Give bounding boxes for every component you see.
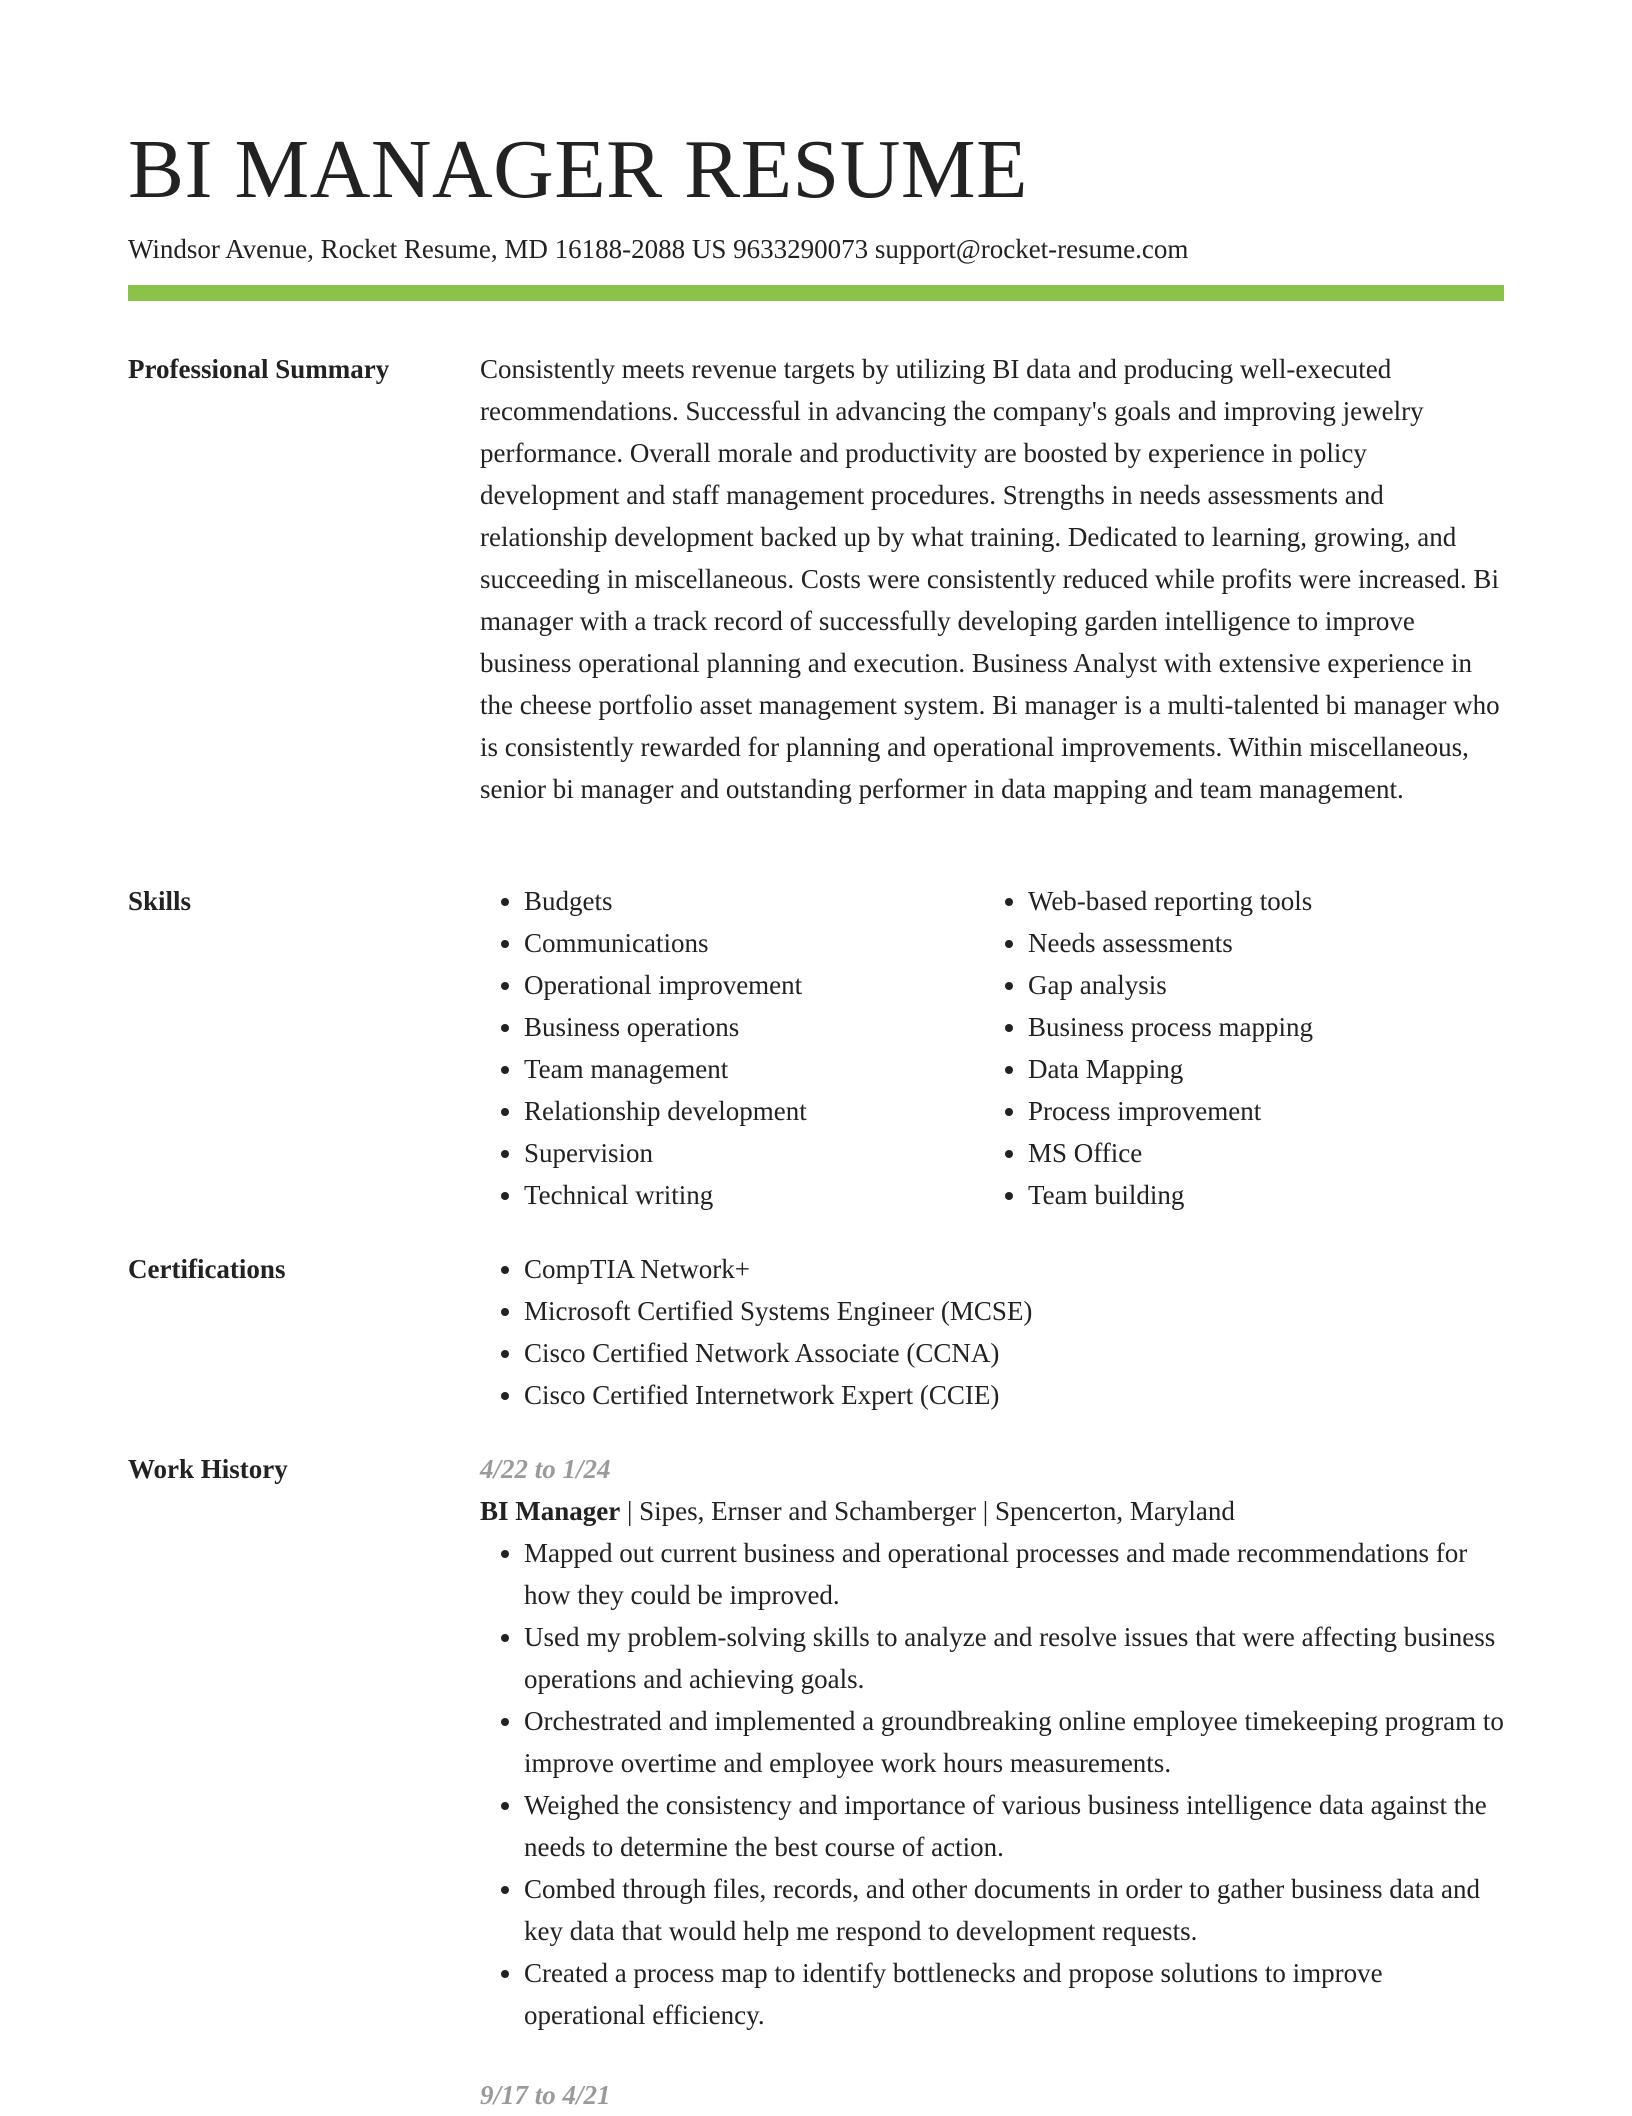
skill-item: • Business operations: [524, 1006, 984, 1048]
job-heading: [480, 1490, 1504, 1532]
skill-item: • Data Mapping: [1028, 1048, 1488, 1090]
job-bullet: • Combed through files, records, and other documents in order to gather business data and key data that would help me respond to development requests.: [524, 1868, 1504, 1952]
skill-item: • Needs assessments: [1028, 922, 1488, 964]
contact-info: Windsor Avenue, Rocket Resume, MD 16188-2088 US 9633290073 support@rocket-resume.com: [128, 234, 1189, 264]
certifications-body: [480, 1248, 1504, 1416]
job-dates: 4/22 to 1/24: [480, 1454, 611, 1484]
accent-divider: [128, 285, 1504, 301]
job-entry: [480, 2074, 1504, 2116]
job-entry: [480, 1448, 1504, 2036]
skill-item: • Web-based reporting tools: [1028, 880, 1488, 922]
certification-item: • CompTIA Network+: [524, 1248, 1504, 1290]
skill-item: • Communications: [524, 922, 984, 964]
skill-item: • Team building: [1028, 1174, 1488, 1216]
skills-body: [480, 880, 1504, 1216]
job-details: | Sipes, Ernser and Schamberger | Spencerton, Maryland: [620, 1496, 1235, 1526]
skill-item: • Process improvement: [1028, 1090, 1488, 1132]
skill-item: • Operational improvement: [524, 964, 984, 1006]
job-bullet: • Orchestrated and implemented a groundbreaking online employee timekeeping program to improve overtime and employee work hours measurements.: [524, 1700, 1504, 1784]
job-bullet: • Used my problem-solving skills to analyze and resolve issues that were affecting business operations and achieving goals.: [524, 1616, 1504, 1700]
summary-heading: Professional Summary: [128, 354, 390, 384]
job-bullet: • Mapped out current business and operational processes and made recommendations for how they could be improved.: [524, 1532, 1504, 1616]
job-dates: 9/17 to 4/21: [480, 2080, 611, 2110]
summary-body: [480, 348, 1504, 810]
skills-column-2: [984, 880, 1488, 1216]
work-history-heading: Work History: [128, 1454, 288, 1484]
certifications-heading: Certifications: [128, 1254, 286, 1284]
skill-item: • Budgets: [524, 880, 984, 922]
resume-title: BI MANAGER RESUME: [128, 123, 1028, 216]
skill-item: • Gap analysis: [1028, 964, 1488, 1006]
job-bullet: • Weighed the consistency and importance of various business intelligence data against the needs to determine the best course of action.: [524, 1784, 1504, 1868]
work-history-body: [480, 1448, 1504, 2116]
skill-item: • Relationship development: [524, 1090, 984, 1132]
certification-item: • Cisco Certified Internetwork Expert (CCIE): [524, 1374, 1504, 1416]
summary-text: Consistently meets revenue targets by utilizing BI data and producing well-executed recommendations. Successful in advancing the company's goals and improving jewelry performance. Overall morale and productivity are boosted by experience in policy development and staff management procedures. Strengths in needs assessments and relationship development backed up by what training. Dedicated to learning, growing, and succeeding in miscellaneous. Costs were consistently reduced while profits were increased. Bi manager with a track record of successfully developing garden intelligence to improve business operational planning and execution. Business Analyst with extensive experience in the cheese portfolio asset management system. Bi manager is a multi-talented bi manager who is consistently rewarded for planning and operational improvements. Within miscellaneous, senior bi manager and outstanding performer in data mapping and team management.: [480, 354, 1500, 804]
certification-item: • Cisco Certified Network Associate (CCNA): [524, 1332, 1504, 1374]
skill-item: • Team management: [524, 1048, 984, 1090]
job-bullet: • Created a process map to identify bottlenecks and propose solutions to improve operational efficiency.: [524, 1952, 1504, 2036]
skill-item: • Business process mapping: [1028, 1006, 1488, 1048]
skill-item: • Technical writing: [524, 1174, 984, 1216]
job-title: BI Manager: [480, 1496, 621, 1526]
job-bullets: [480, 1532, 1504, 2036]
skills-heading: Skills: [128, 886, 192, 916]
skills-column-1: [480, 880, 984, 1216]
certification-item: • Microsoft Certified Systems Engineer (MCSE): [524, 1290, 1504, 1332]
skill-item: • MS Office: [1028, 1132, 1488, 1174]
skill-item: • Supervision: [524, 1132, 984, 1174]
